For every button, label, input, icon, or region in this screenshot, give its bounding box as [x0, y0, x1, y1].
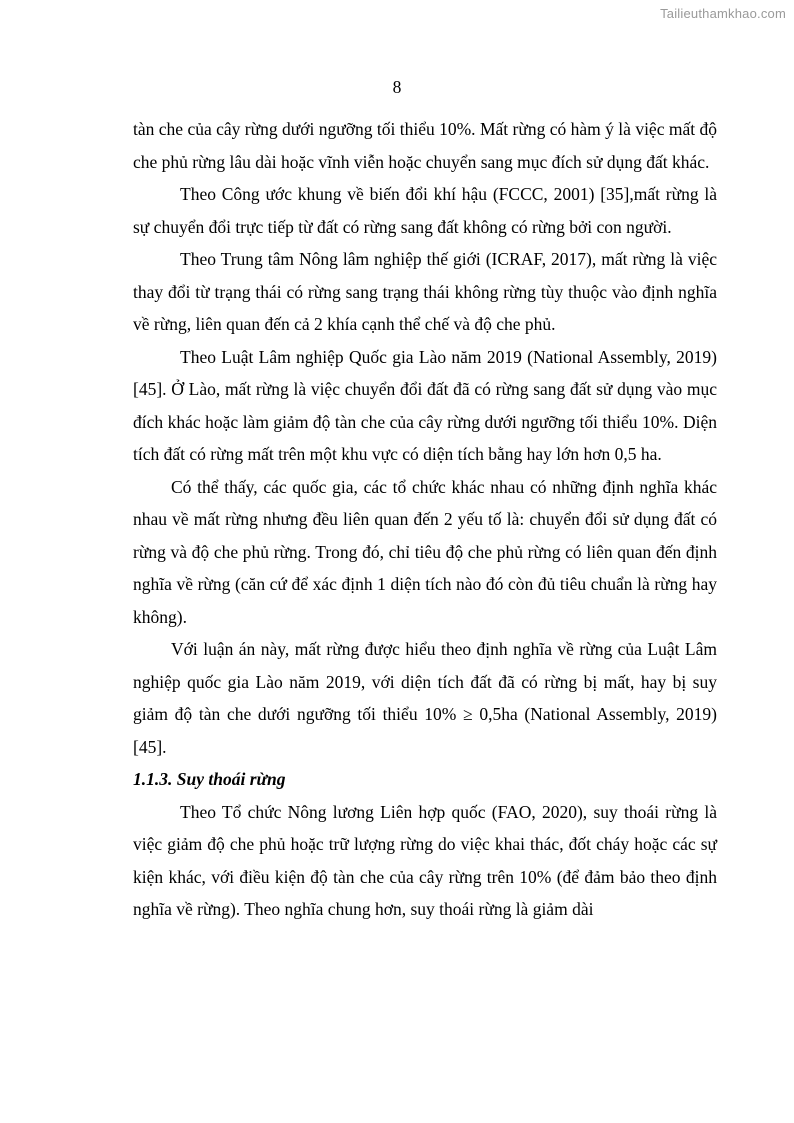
paragraph-lao-law-definition: Theo Luật Lâm nghiệp Quốc gia Lào năm 2019 (National Assembly, 2019) [45]. Ở Lào, mất rừng là việc chuyển đổi đất đã có rừng sang đất sử dụng vào mục đích khác hoặc làm giảm độ tàn che của cây rừng dưới ngưỡng tối thiểu 10%. Diện tích đất có rừng mất trên một khu vực có diện tích bằng hay lớn hơn 0,5 ha.: [133, 346, 717, 464]
page-number: 8: [392, 77, 402, 97]
paragraph-icraf-definition: Theo Trung tâm Nông lâm nghiệp thế giới (ICRAF, 2017), mất rừng là việc thay đổi từ trạng thái có rừng sang trạng thái không rừng tùy thuộc vào định nghĩa về rừng, liên quan đến cả 2 khía cạnh thể chế và độ che phủ.: [133, 249, 717, 334]
paragraph-fccc-definition: Theo Công ước khung về biến đổi khí hậu (FCCC, 2001) [35],mất rừng là sự chuyển đổi trực tiếp từ đất có rừng sang đất không có rừng bởi con người.: [133, 184, 717, 237]
paragraph-continuation: tàn che của cây rừng dưới ngưỡng tối thiểu 10%. Mất rừng có hàm ý là việc mất độ che phủ rừng lâu dài hoặc vĩnh viễn hoặc chuyển sang mục đích sử dụng đất khác.: [133, 119, 717, 172]
paragraph-fao-degradation: Theo Tổ chức Nông lương Liên hợp quốc (FAO, 2020), suy thoái rừng là việc giảm độ che phủ hoặc trữ lượng rừng do việc khai thác, đốt cháy hoặc các sự kiện khác, với điều kiện độ tàn che của cây rừng trên 10% (để đảm bảo theo định nghĩa về rừng). Theo nghĩa chung hơn, suy thoái rừng là giảm dài: [133, 801, 717, 919]
page-body: [133, 113, 717, 926]
paragraph-thesis-definition: Với luận án này, mất rừng được hiểu theo định nghĩa về rừng của Luật Lâm nghiệp quốc gia Lào năm 2019, với diện tích đất đã có rừng bị mất, hay bị suy giảm độ tàn che dưới ngưỡng tối thiểu 10% ≥ 0,5ha (National Assembly, 2019) [45].: [133, 639, 717, 757]
paragraph-summary: Có thể thấy, các quốc gia, các tổ chức khác nhau có những định nghĩa khác nhau về mất rừng nhưng đều liên quan đến 2 yếu tố là: chuyển đổi sử dụng đất có rừng và độ che phủ rừng. Trong đó, chỉ tiêu độ che phủ rừng có liên quan đến định nghĩa về rừng (căn cứ để xác định 1 diện tích nào đó còn đủ tiêu chuẩn là rừng hay không).: [133, 476, 717, 627]
section-heading: 1.1.3. Suy thoái rừng: [133, 769, 286, 789]
watermark: Tailieuthamkhao.com: [660, 6, 786, 21]
